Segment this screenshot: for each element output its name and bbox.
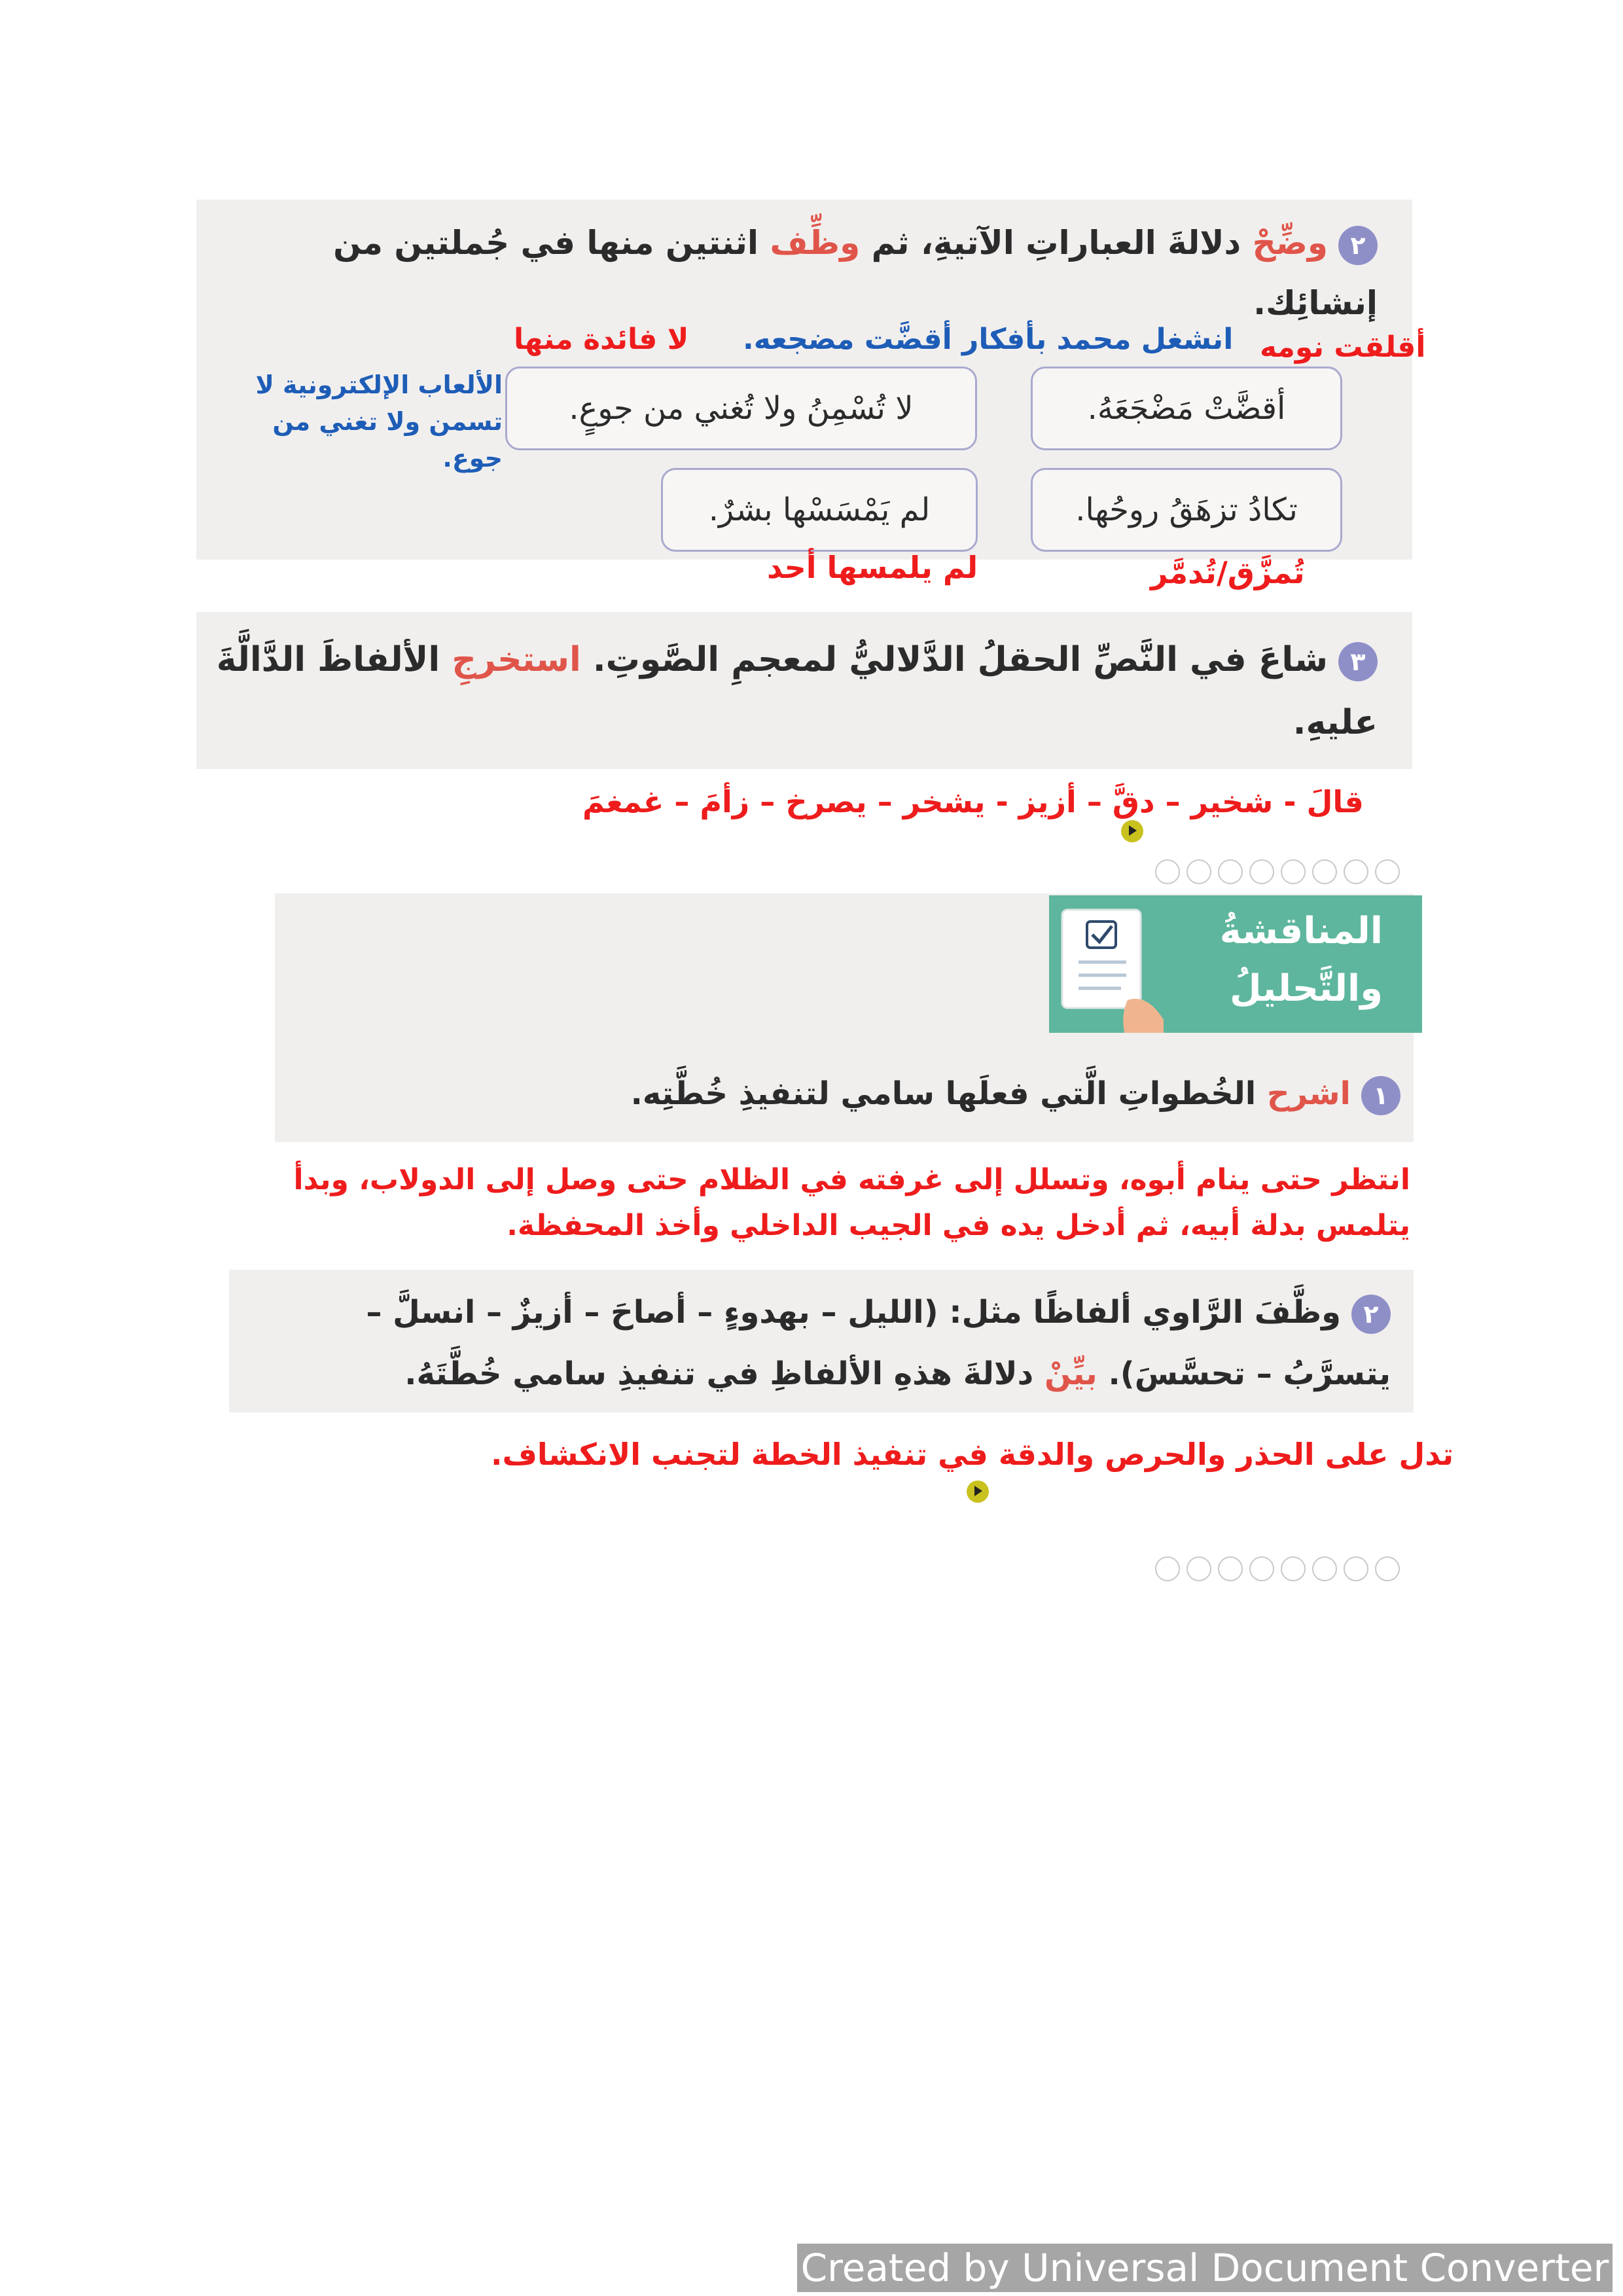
cursor-marker	[1121, 820, 1143, 842]
question-2b-text: ٢وظَّفَ الرَّاوي ألفاظًا مثل: (الليل – بهدوءٍ – أصاحَ – أزيزٌ – انسلَّ – يتسرَّبُ – تحسَّسَ). بيِّنْ دلالةَ هذهِ الألفاظِ في تنفيذِ سامي خُطَّتَهُ.	[366, 1294, 1391, 1392]
question-3-text: ٣شاعَ في النَّصِّ الحقلُ الدَّلاليُّ لمعجمِ الصَّوتِ. استخرجِ الألفاظَ الدَّالَّةَ عليهِ.	[216, 640, 1378, 742]
tool-icon[interactable]	[1344, 1556, 1368, 1581]
viewer-toolbar[interactable]	[1155, 1556, 1400, 1581]
tool-icon[interactable]	[1281, 859, 1306, 884]
phrase-box: لم يَمْسَسْها بشرٌ.	[661, 468, 978, 552]
tool-icon[interactable]	[1312, 859, 1337, 884]
question-verb: اشرح	[1266, 1075, 1351, 1112]
cursor-marker	[967, 1480, 989, 1503]
question-verb: وضِّحْ	[1252, 224, 1328, 262]
question-number-badge: ١	[1361, 1076, 1400, 1115]
tool-icon[interactable]	[1155, 859, 1180, 884]
answer-untouched: لم يلمسها أحد	[767, 550, 978, 585]
tool-icon[interactable]	[1375, 1556, 1400, 1581]
section-title-line2: والتَّحليلُ	[1230, 967, 1383, 1010]
tool-icon[interactable]	[1249, 859, 1274, 884]
tool-icon[interactable]	[1375, 859, 1400, 884]
converter-stamp: Created by Universal Document Converter	[797, 2244, 1613, 2292]
question-number-badge: ٢	[1338, 226, 1378, 265]
tool-icon[interactable]	[1249, 1556, 1274, 1581]
phrase-box: تكادُ تزهَقُ روحُها.	[1031, 468, 1342, 552]
tool-icon[interactable]	[1312, 1556, 1337, 1581]
question-verb: بيِّنْ	[1044, 1355, 1097, 1392]
checklist-icon	[1049, 895, 1173, 1033]
question-verb: استخرجِ	[452, 640, 581, 679]
answer-word-meaning: تدل على الحذر والحرص والدقة في تنفيذ الخطة لتجنب الانكشاف.	[491, 1437, 1454, 1472]
answer-insomnia: أقلقت نومه	[1260, 331, 1426, 364]
question-number-badge: ٢	[1351, 1295, 1391, 1334]
tool-icon[interactable]	[1218, 1556, 1243, 1581]
tool-icon[interactable]	[1186, 859, 1211, 884]
tool-icon[interactable]	[1218, 859, 1243, 884]
tool-icon[interactable]	[1281, 1556, 1306, 1581]
tool-icon[interactable]	[1186, 1556, 1211, 1581]
section-title-line1: المناقشةُ	[1219, 910, 1383, 952]
section-header-band	[1049, 895, 1422, 1033]
viewer-toolbar[interactable]	[1155, 859, 1400, 884]
question-number-badge: ٣	[1338, 642, 1378, 681]
question-2-text: ٢وضِّحْ دلالةَ العباراتِ الآتيةِ، ثم وظِّف اثنتين منها في جُملتين من إنشائِك.	[333, 224, 1378, 322]
answer-sound-words: قالَ - شخير – دقَّ – أزيز - يشخر – يصرخ – زأمَ – غمغمَ	[582, 784, 1364, 819]
answer-steps: انتظر حتى ينام أبوه، وتسلل إلى غرفته في الظلام حتى وصل إلى الدولاب، وبدأ يتلمس بدلة أبيه، ثم أدخل يده في الجيب الداخلي وأخذ المحفظة.	[293, 1163, 1410, 1242]
answer-tear: تُمزَّق/تُدمَّر	[1150, 555, 1305, 590]
question-1-text: ١اشرح الخُطواتِ الَّتي فعلَها سامي لتنفيذِ خُطَّتِه.	[275, 1064, 1400, 1124]
tool-icon[interactable]	[1155, 1556, 1180, 1581]
question-verb: وظِّف	[770, 224, 861, 262]
answer-example-sentence: انشغل محمد بأفكار أقضَّت مضجعه.	[743, 323, 1234, 356]
tool-icon[interactable]	[1344, 859, 1368, 884]
phrase-box: لا تُسْمِنُ ولا تُغني من جوعٍ.	[505, 367, 977, 450]
answer-useless: لا فائدة منها	[514, 323, 689, 356]
phrase-box: أقضَّتْ مَضْجَعَهُ.	[1031, 367, 1342, 450]
answer-games-sentence: الألعاب الإلكترونية لا تسمن ولا تغني من جوع.	[255, 370, 503, 473]
